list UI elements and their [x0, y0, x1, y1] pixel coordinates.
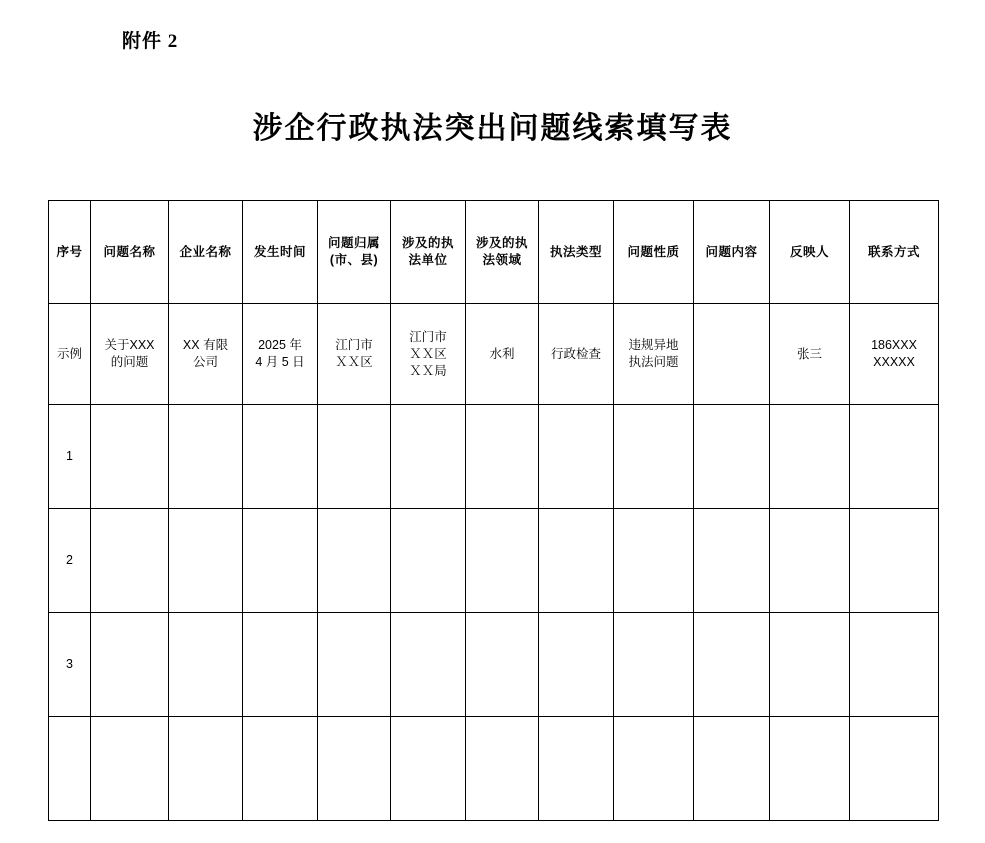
cell-problem-name[interactable] [91, 613, 169, 717]
cell-problem-region[interactable] [318, 304, 391, 405]
column-header-line: 问题归属 [327, 236, 380, 250]
cell-line: XXXXX [873, 355, 915, 369]
cell-enforcement-field[interactable] [466, 405, 539, 509]
column-header-problem-region [318, 201, 391, 304]
cell-problem-region[interactable] [318, 717, 391, 821]
cell-reporter[interactable] [770, 613, 850, 717]
column-header-line: 执法类型 [549, 244, 602, 259]
cell-enforcement-type[interactable] [539, 405, 614, 509]
cell-reporter[interactable] [770, 509, 850, 613]
table-body [49, 304, 939, 821]
cell-line: 4 月 5 日 [255, 355, 305, 369]
cell-contact[interactable] [850, 613, 939, 717]
cell-enforcement-field[interactable] [466, 717, 539, 821]
cell-line: 张三 [796, 346, 822, 361]
cell-enforcement-field[interactable] [466, 304, 539, 405]
column-header-line: 序号 [56, 244, 83, 259]
cell-reporter[interactable] [770, 717, 850, 821]
cell-line: 水利 [489, 346, 515, 361]
column-header-line: 反映人 [789, 244, 829, 259]
table-row [49, 509, 939, 613]
cell-problem-nature[interactable] [614, 613, 694, 717]
cell-problem-region[interactable] [318, 405, 391, 509]
cell-problem-nature[interactable] [614, 717, 694, 821]
table-row [49, 613, 939, 717]
cell-occurrence-time[interactable] [243, 613, 318, 717]
cell-problem-nature[interactable] [614, 304, 694, 405]
cell-problem-nature[interactable] [614, 509, 694, 613]
cell-sequence[interactable] [49, 304, 91, 405]
cell-line: 1 [66, 449, 73, 463]
cell-line: 江门市 [409, 329, 447, 344]
column-header-line: 发生时间 [253, 244, 306, 259]
cell-line: 的问题 [110, 355, 149, 369]
cell-problem-name[interactable] [91, 304, 169, 405]
column-header-enforcement-type [539, 201, 614, 304]
cell-line: 3 [66, 657, 73, 671]
cell-company-name[interactable] [169, 717, 243, 821]
cell-problem-name[interactable] [91, 717, 169, 821]
cell-enforcement-unit[interactable] [391, 509, 466, 613]
cell-line: 执法问题 [628, 355, 679, 369]
cell-problem-content[interactable] [694, 304, 770, 405]
cell-line: 示例 [56, 346, 82, 361]
cell-line: XX 有限 [182, 338, 229, 352]
cell-problem-region[interactable] [318, 509, 391, 613]
cell-company-name[interactable] [169, 304, 243, 405]
column-header-occurrence-time [243, 201, 318, 304]
cell-occurrence-time[interactable] [243, 405, 318, 509]
page-title: 涉企行政执法突出问题线索填写表 [252, 112, 733, 145]
table-header-row [49, 201, 939, 304]
cell-enforcement-unit[interactable] [391, 405, 466, 509]
column-header-problem-name [91, 201, 169, 304]
cell-problem-region[interactable] [318, 613, 391, 717]
cell-enforcement-type[interactable] [539, 509, 614, 613]
cell-line: ＸＸ区 [335, 355, 373, 369]
column-header-problem-content [694, 201, 770, 304]
cell-sequence[interactable] [49, 613, 91, 717]
cell-line: 关于XXX [104, 338, 155, 352]
table-header [49, 201, 939, 304]
cell-line: 2025 年 [258, 338, 302, 352]
table-row [49, 304, 939, 405]
cell-line: 2 [66, 553, 73, 567]
column-header-line: 涉及的执 [475, 236, 528, 250]
column-header-company-name [169, 201, 243, 304]
cell-contact[interactable] [850, 405, 939, 509]
table-row [49, 405, 939, 509]
clue-form-table [48, 200, 939, 821]
cell-sequence[interactable] [49, 509, 91, 613]
column-header-line: 问题名称 [103, 244, 156, 259]
column-header-line: 法单位 [408, 253, 448, 267]
cell-sequence[interactable] [49, 717, 91, 821]
cell-company-name[interactable] [169, 613, 243, 717]
cell-enforcement-type[interactable] [539, 613, 614, 717]
column-header-line: 问题内容 [705, 244, 758, 259]
attachment-label: 附件 2 [122, 31, 179, 52]
form-table-container [48, 200, 938, 821]
column-header-line: 企业名称 [179, 244, 232, 259]
cell-contact[interactable] [850, 304, 939, 405]
cell-contact[interactable] [850, 717, 939, 821]
column-header-enforcement-field [466, 201, 539, 304]
cell-line: ＸＸ局 [409, 363, 447, 378]
cell-line: 公司 [192, 355, 218, 369]
cell-contact[interactable] [850, 509, 939, 613]
cell-company-name[interactable] [169, 509, 243, 613]
cell-reporter[interactable] [770, 405, 850, 509]
column-header-enforcement-unit [391, 201, 466, 304]
cell-problem-name[interactable] [91, 405, 169, 509]
cell-enforcement-unit[interactable] [391, 717, 466, 821]
column-header-contact [850, 201, 939, 304]
cell-problem-nature[interactable] [614, 405, 694, 509]
table-row [49, 717, 939, 821]
column-header-line: 法领域 [482, 253, 522, 267]
cell-reporter[interactable] [770, 304, 850, 405]
column-header-line: (市、县) [329, 253, 379, 267]
cell-sequence[interactable] [49, 405, 91, 509]
column-header-line: 涉及的执 [401, 236, 454, 250]
cell-line: ＸＸ区 [409, 346, 447, 361]
column-header-reporter [770, 201, 850, 304]
cell-line: 违规异地 [628, 338, 679, 352]
cell-occurrence-time[interactable] [243, 304, 318, 405]
cell-enforcement-type[interactable] [539, 717, 614, 821]
cell-problem-name[interactable] [91, 509, 169, 613]
cell-line: 186XXX [871, 338, 917, 352]
cell-enforcement-field[interactable] [466, 613, 539, 717]
cell-problem-content[interactable] [694, 717, 770, 821]
cell-line: 江门市 [335, 338, 373, 352]
cell-problem-content[interactable] [694, 509, 770, 613]
column-header-line: 联系方式 [867, 244, 920, 259]
cell-line: 行政检查 [550, 346, 601, 361]
cell-problem-content[interactable] [694, 613, 770, 717]
cell-enforcement-field[interactable] [466, 509, 539, 613]
cell-enforcement-unit[interactable] [391, 304, 466, 405]
column-header-line: 问题性质 [627, 244, 680, 259]
cell-company-name[interactable] [169, 405, 243, 509]
cell-enforcement-type[interactable] [539, 304, 614, 405]
cell-occurrence-time[interactable] [243, 717, 318, 821]
column-header-sequence [49, 201, 91, 304]
cell-enforcement-unit[interactable] [391, 613, 466, 717]
column-header-problem-nature [614, 201, 694, 304]
cell-problem-content[interactable] [694, 405, 770, 509]
cell-occurrence-time[interactable] [243, 509, 318, 613]
